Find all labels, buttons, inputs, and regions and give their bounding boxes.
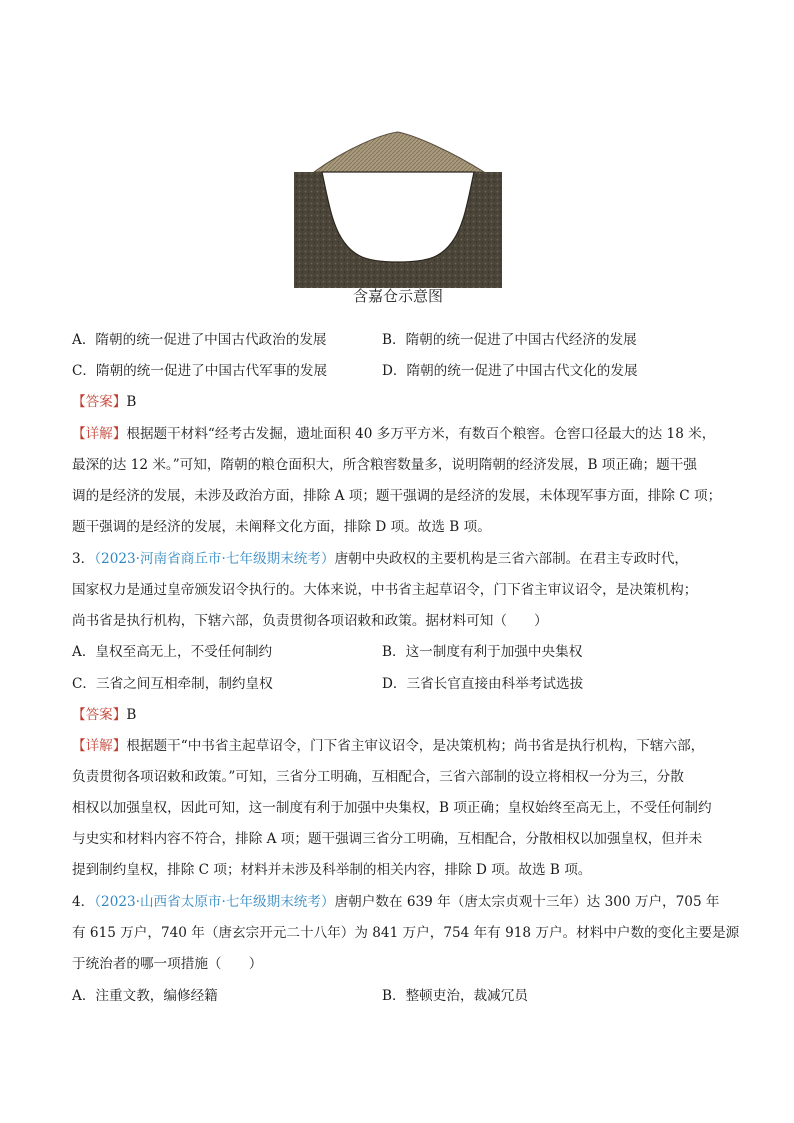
q3-option-c: C．三省之间互相牵制，制约皇权 bbox=[72, 676, 273, 692]
q3-detail-line-2: 负责贯彻各项诏敕和政策。”可知，三省分工明确，互相配合，三省六部制的设立将相权一分为三，分散 bbox=[72, 769, 684, 785]
q2-detail-line-2: 最深的达 12 米。”可知，隋朝的粮仓面积大，所含粮窖数量多，说明隋朝的经济发展，B 项正确；题干强 bbox=[72, 457, 697, 473]
q2-option-b: B．隋朝的统一促进了中国古代经济的发展 bbox=[382, 332, 637, 348]
granary-diagram bbox=[292, 130, 504, 310]
q3-detail-line-5: 提到制约皇权，排除 C 项；材料并未涉及科举制的相关内容，排除 D 项。故选 B 项。 bbox=[72, 862, 592, 878]
q3-detail-line-4: 与史实和材料内容不符合，排除 A 项；题干强调三省分工明确，互相配合，分散相权以加强皇权，但并未 bbox=[72, 831, 703, 847]
q3-stem-line-2: 国家权力是通过皇帝颁发诏令执行的。大体来说，中书省主起草诏令，门下省主审议诏令，是决策机构； bbox=[72, 582, 698, 598]
q2-answer bbox=[72, 392, 734, 412]
figure-caption: 含嘉仓示意图 bbox=[352, 287, 443, 305]
q3-stem-line-3: 尚书省是执行机构，下辖六部，负责贯彻各项诏敕和政策。据材料可知（ ） bbox=[72, 613, 548, 629]
q3-option-b: B．这一制度有利于加强中央集权 bbox=[382, 644, 583, 660]
q4-stem-line-3: 于统治者的哪一项措施（ ） bbox=[72, 956, 263, 972]
q2-detail-line-3: 调的是经济的发展，未涉及政治方面，排除 A 项；题干强调的是经济的发展，未体现军事方面，排除 C 项； bbox=[72, 488, 722, 504]
answer-tag: 【答案】 bbox=[72, 394, 127, 410]
q3-option-d: D．三省长官直接由科举考试选拔 bbox=[382, 676, 584, 692]
q4-stem-line-2: 有 615 万户，740 年（唐玄宗开元二十八年）为 841 万户，754 年有 918 万户。材料中户数的变化主要是源 bbox=[72, 925, 740, 941]
q2-detail-line-1: 【详解】根据题干材料“经考古发掘，遗址面积 40 多万平方米，有数百个粮窖。仓窖口径最大的达 18 米， bbox=[72, 426, 716, 442]
answer-value: B bbox=[126, 394, 137, 410]
question-source: （2023·山西省太原市·七年级期末统考） bbox=[94, 894, 335, 910]
q3-stem-line-1: 3．（2023·河南省商丘市·七年级期末统考）唐朝中央政权的主要机构是三省六部制。在君主专政时代， bbox=[72, 551, 689, 567]
q3-detail-line-3: 相权以加强皇权，因此可知，这一制度有利于加强中央集权，B 项正确；皇权始终至高无上，不受任何制约 bbox=[72, 800, 712, 816]
answer-tag: 【答案】 bbox=[72, 707, 127, 723]
question-number: 3． bbox=[72, 551, 95, 567]
q3-detail-line-1: 【详解】根据题干“中书省主起草诏令，门下省主审议诏令，是决策机构；尚书省是执行机构，下辖六部， bbox=[72, 738, 705, 754]
question-number: 4． bbox=[72, 894, 95, 910]
q4-option-a: A．注重文教，编修经籍 bbox=[72, 988, 218, 1004]
q2-option-d: D．隋朝的统一促进了中国古代文化的发展 bbox=[382, 363, 638, 379]
q4-stem-line-1: 4．（2023·山西省太原市·七年级期末统考）唐朝户数在 639 年（唐太宗贞观十三年）达 300 万户，705 年 bbox=[72, 894, 720, 910]
detail-tag: 【详解】 bbox=[72, 738, 127, 754]
answer-value: B bbox=[126, 707, 137, 723]
q3-option-a: A．皇权至高无上，不受任何制约 bbox=[72, 644, 273, 660]
q4-option-b: B．整顿吏治，裁减冗员 bbox=[382, 988, 528, 1004]
q2-detail-line-4: 题干强调的是经济的发展，未阐释文化方面，排除 D 项。故选 B 项。 bbox=[72, 519, 491, 535]
granary-illustration bbox=[292, 130, 504, 290]
question-source: （2023·河南省商丘市·七年级期末统考） bbox=[94, 551, 335, 567]
q2-option-a: A．隋朝的统一促进了中国古代政治的发展 bbox=[72, 332, 327, 348]
q2-option-c: C．隋朝的统一促进了中国古代军事的发展 bbox=[72, 363, 328, 379]
detail-tag: 【详解】 bbox=[72, 426, 127, 442]
q3-answer bbox=[72, 705, 734, 725]
